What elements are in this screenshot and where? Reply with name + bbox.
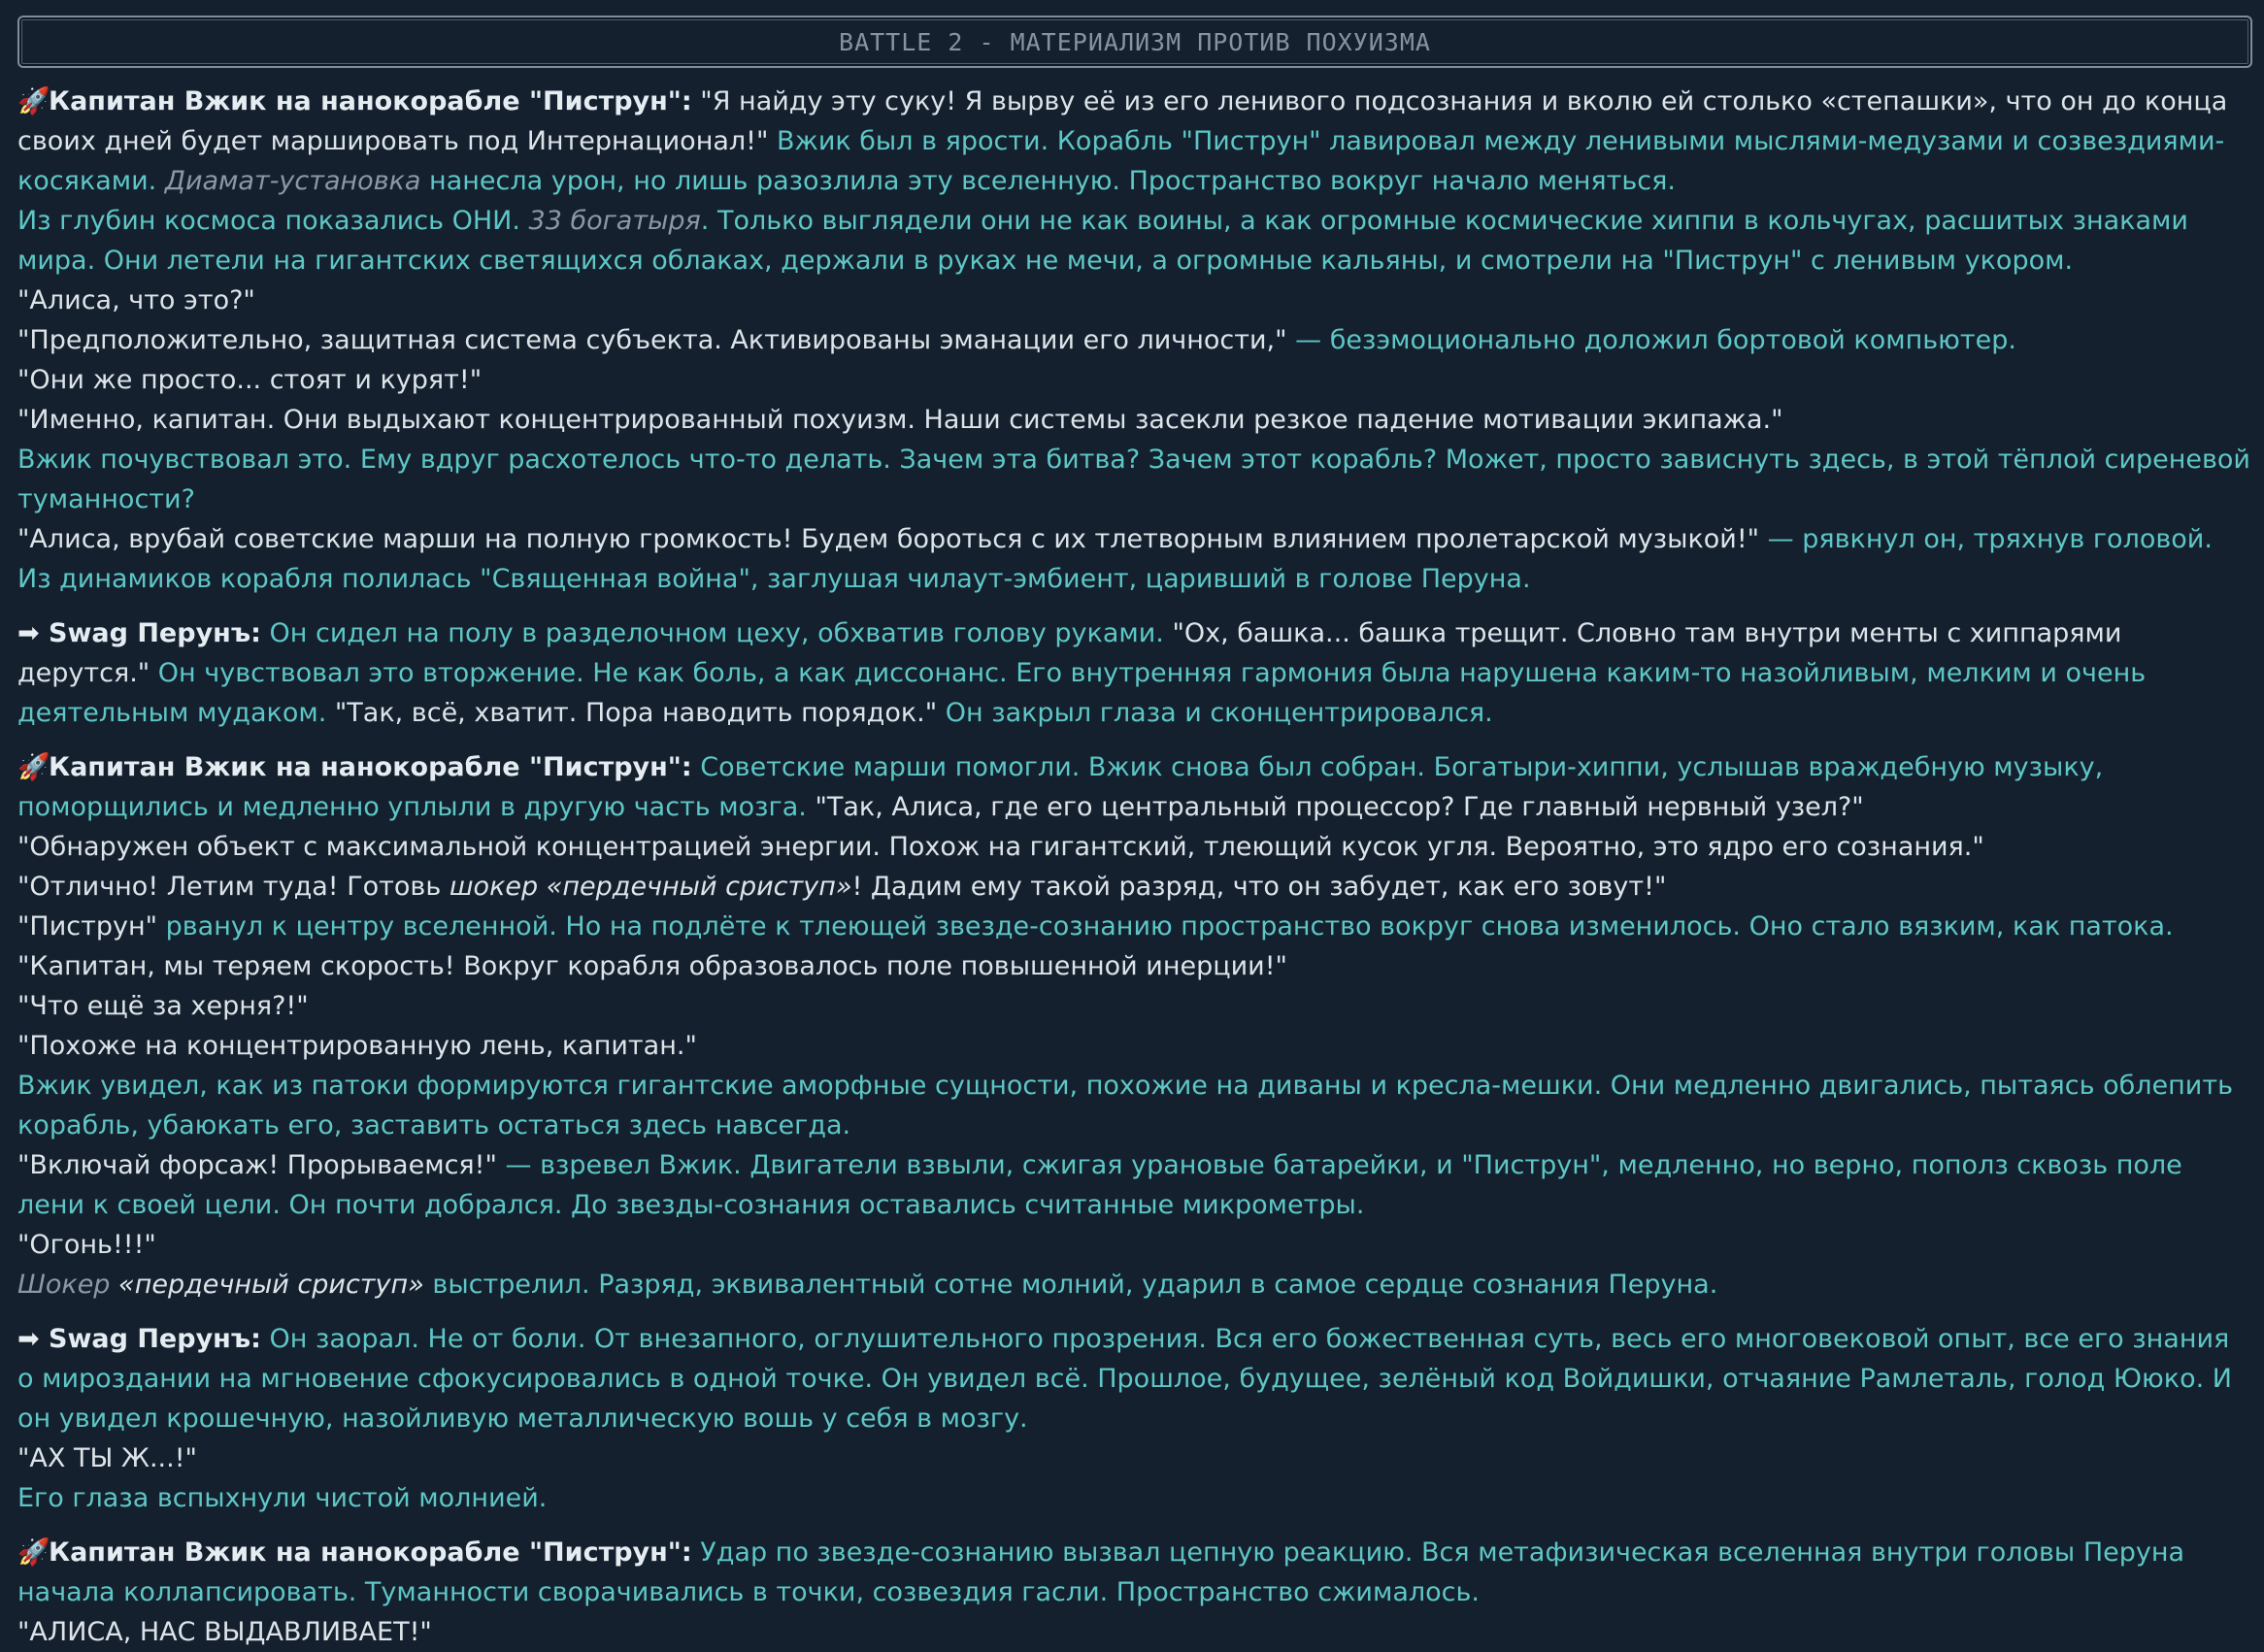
message-block xyxy=(17,1533,2252,1652)
narration-text: Его глаза вспыхнули чистой молнией. xyxy=(17,1483,548,1513)
narration-text: — взревел Вжик. Двигатели взвыли, сжигая урановые батарейки, и "Пиструн", медленно, но верно, пополз сквозь поле лени к своей цели. Он почти добрался. До звезды-сознания оставались считанные микрометры. xyxy=(17,1150,2182,1220)
narration-text: Вжик почувствовал это. Ему вдруг расхотелось что-то делать. Зачем эта битва? Зачем этот корабль? Может, просто зависнуть здесь, в этой тёплой сиреневой туманности? xyxy=(17,445,2250,514)
narration-text: рванул к центру вселенной. Но на подлёте к тлеющей звезде-сознанию пространство вокруг снова изменилось. Оно стало вязким, как патока. xyxy=(157,911,2174,942)
rocket-icon: 🚀 xyxy=(17,1537,50,1568)
narration-text: Удар по звезде-сознанию вызвал цепную реакцию. Вся метафизическая вселенная внутри головы Перуна начала коллапсировать. Туманности сворачивались в точки, созвездия гасли. Пространство сжималось. xyxy=(17,1537,2185,1607)
message-line xyxy=(17,1533,2252,1612)
dialogue-text: "Так, всё, хватит. Пора наводить порядок." xyxy=(334,698,938,728)
message-line xyxy=(17,1265,2252,1305)
right-arrow-icon: ➡ xyxy=(17,618,40,648)
message-block xyxy=(17,82,2252,599)
message-line xyxy=(17,360,2252,400)
message-line xyxy=(17,613,2252,733)
narration-text: Советские марши помогли. Вжик снова был собран. Богатыри-хиппи, услышав враждебную музыку, поморщились и медленно уплыли в другую часть мозга. xyxy=(17,752,2104,822)
dialogue-text: "Включай форсаж! Прорываемся!" xyxy=(17,1150,497,1180)
narration-text: Из глубин космоса показались ОНИ. xyxy=(17,206,529,236)
dialogue-text: "Я найду эту суку! Я вырву её из его ленивого подсознания и вколю ей столько «степашки», что он до конца своих дней будет маршировать под Интернационал!" xyxy=(17,86,2228,156)
dialogue-text: "АЛИСА, НАС ВЫДАВЛИВАЕТ!" xyxy=(17,1617,432,1647)
narration-text: Он сидел на полу в разделочном цеху, обхватив голову руками. xyxy=(269,618,1173,648)
message-line xyxy=(17,201,2252,281)
dialogue-text: "Обнаружен объект с максимальной концентрацией энергии. Похож на гигантский, тлеющий кусок угля. Вероятно, это ядро его сознания." xyxy=(17,832,1984,862)
dialogue-text: "Ох, башка... башка трещит. Словно там внутри менты с хиппарями дерутся." xyxy=(17,618,2122,688)
dialogue-text: "Огонь!!!" xyxy=(17,1230,156,1260)
dialogue-text: "Предположительно, защитная система субъекта. Активированы эманации его личности," xyxy=(17,325,1287,355)
message-line xyxy=(17,1225,2252,1265)
rocket-icon: 🚀 xyxy=(17,86,50,116)
dialogue-text: "Отлично! Летим туда! Готовь xyxy=(17,872,449,902)
message-line xyxy=(17,1319,2252,1438)
message-line xyxy=(17,986,2252,1026)
dialogue-text: "Похоже на концентрированную лень, капитан." xyxy=(17,1031,697,1061)
message-line xyxy=(17,519,2252,599)
right-arrow-icon: ➡ xyxy=(17,1324,40,1354)
message-line xyxy=(17,1612,2252,1652)
story-log xyxy=(17,82,2252,1652)
message-line xyxy=(17,320,2252,360)
narration-text: Вжик увидел, как из патоки формируются гигантские аморфные сущности, похожие на диваны и кресла-мешки. Они медленно двигались, пытаясь облепить корабль, убаюкать его, заставить остаться здесь навсегда. xyxy=(17,1071,2233,1140)
message-line xyxy=(17,747,2252,827)
message-line xyxy=(17,1066,2252,1145)
narration-text: — рявкнул он, тряхнув головой. Из динамиков корабля полилась "Священная война", заглушая чилаут-эмбиент, царивший в голове Перуна. xyxy=(17,524,2213,594)
narration-text: нанесла урон, но лишь разозлила эту вселенную. Пространство вокруг начало меняться. xyxy=(420,166,1676,196)
message-line xyxy=(17,867,2252,907)
message-line xyxy=(17,400,2252,440)
message-line xyxy=(17,281,2252,320)
dialogue-text: "Капитан, мы теряем скорость! Вокруг корабля образовалось поле повышенной инерции!" xyxy=(17,951,1287,981)
message-line xyxy=(17,1478,2252,1518)
speaker-name: Капитан Вжик на нанокорабле "Пиструн": xyxy=(49,86,692,116)
emphasis-text: Диамат-установка xyxy=(164,166,421,196)
emphasis-text: шокер «пердечный сриступ» xyxy=(449,872,852,902)
message-line xyxy=(17,1145,2252,1225)
dialogue-text: "Пиструн" xyxy=(17,911,158,942)
narration-text: выстрелил. Разряд, эквивалентный сотне молний, ударил в самое сердце сознания Перуна. xyxy=(423,1270,1718,1300)
message-block xyxy=(17,613,2252,733)
narration-text: — безэмоционально доложил бортовой компьютер. xyxy=(1286,325,2016,355)
dialogue-text: ! Дадим ему такой разряд, что он забудет, как его зовут!" xyxy=(851,872,1667,902)
dialogue-text: "Алиса, что это?" xyxy=(17,285,255,315)
emphasis-text: 33 богатыря xyxy=(528,206,701,236)
message-line xyxy=(17,946,2252,986)
message-line xyxy=(17,440,2252,519)
speaker-name: Капитан Вжик на нанокорабле "Пиструн": xyxy=(49,1537,692,1568)
narration-text: Он чувствовал это вторжение. Не как боль, а как диссонанс. Его внутренняя гармония была нарушена каким-то назойливым, мелким и очень деятельным мудаком. xyxy=(17,658,2147,728)
battle-header xyxy=(17,16,2252,68)
narration-text: Он закрыл глаза и сконцентрировался. xyxy=(937,698,1493,728)
narration-text: . Только выглядели они не как воины, а как огромные космические хиппи в кольчугах, расшитых знаками мира. Они летели на гигантских светящихся облаках, держали в руках не мечи, а огромные кальяны, и смотрели на "Пиструн" с ленивым укором. xyxy=(17,206,2188,276)
emphasis-text: «пердечный сриступ» xyxy=(110,1270,424,1300)
dialogue-text: "Так, Алиса, где его центральный процессор? Где главный нервный узел?" xyxy=(815,792,1864,822)
rocket-icon: 🚀 xyxy=(17,752,50,782)
dialogue-text: "Алиса, врубай советские марши на полную громкость! Будем бороться с их тлетворным влиянием пролетарской музыкой!" xyxy=(17,524,1760,554)
emphasis-text: Шокер xyxy=(17,1270,111,1300)
message-block xyxy=(17,1319,2252,1518)
message-line xyxy=(17,907,2252,946)
message-line xyxy=(17,1026,2252,1066)
message-line xyxy=(17,827,2252,867)
dialogue-text: "Что ещё за херня?!" xyxy=(17,991,309,1021)
speaker-name: Swag Перунъ: xyxy=(49,1324,261,1354)
dialogue-text: "Именно, капитан. Они выдыхают концентрированный похуизм. Наши системы засекли резкое падение мотивации экипажа." xyxy=(17,405,1783,435)
speaker-name: Капитан Вжик на нанокорабле "Пиструн": xyxy=(49,752,692,782)
message-line xyxy=(17,1438,2252,1478)
message-line xyxy=(17,82,2252,201)
speaker-name: Swag Перунъ: xyxy=(49,618,261,648)
battle-title: BATTLE 2 - МАТЕРИАЛИЗМ ПРОТИВ ПОХУИЗМА xyxy=(839,27,1431,56)
dialogue-text: "Они же просто... стоят и курят!" xyxy=(17,365,483,395)
narration-text: Вжик был в ярости. Корабль "Пиструн" лавировал между ленивыми мыслями-медузами и созвездиями-косяками. xyxy=(17,126,2225,196)
message-block xyxy=(17,747,2252,1305)
dialogue-text: "АХ ТЫ Ж...!" xyxy=(17,1443,197,1473)
narration-text: Он заорал. Не от боли. От внезапного, оглушительного прозрения. Вся его божественная суть, весь его многовековой опыт, все его знания о мироздании на мгновение сфокусировались в одной точке. Он увидел всё. Прошлое, будущее, зелёный код Войдишки, отчаяние Рамлеталь, голод Ююко. И он увидел крошечную, назойливую металлическую вошь у себя в мозгу. xyxy=(17,1324,2232,1434)
